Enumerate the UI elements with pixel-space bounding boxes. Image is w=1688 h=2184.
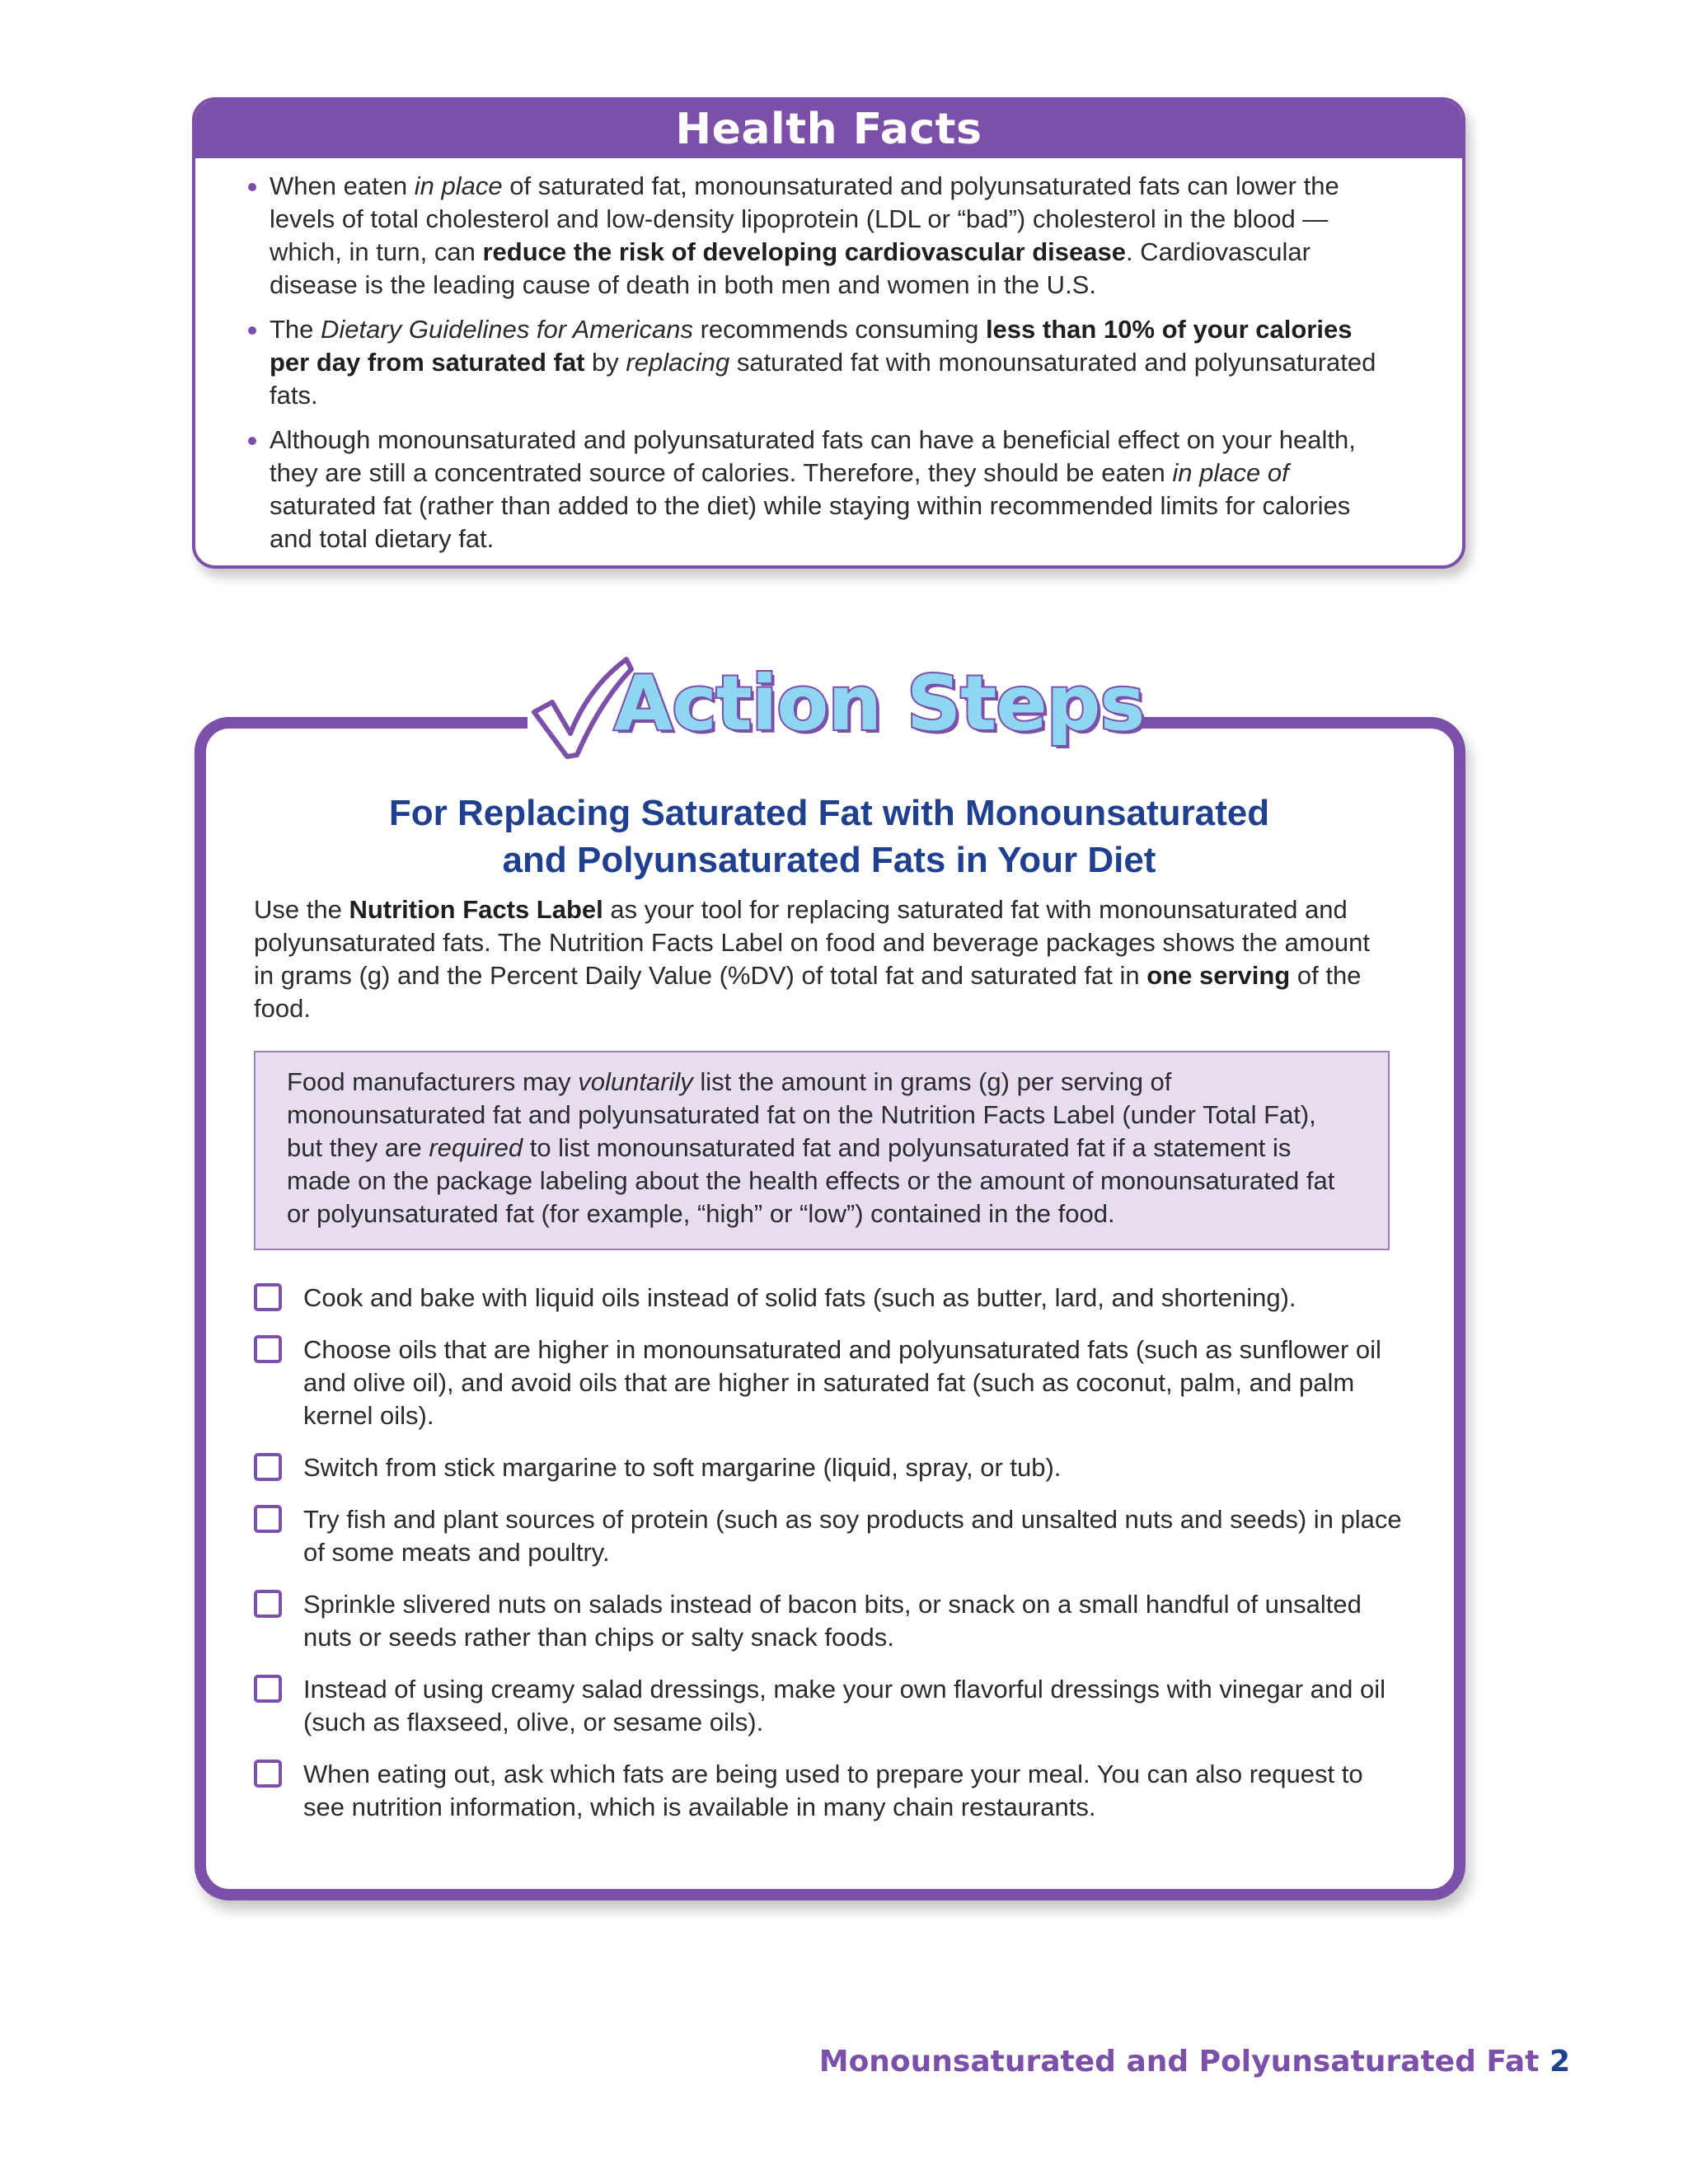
action-steps-content — [254, 790, 1416, 1025]
italic-text: in place — [414, 171, 503, 200]
bold-text: reduce the risk of developing cardiovascular disease — [482, 237, 1126, 266]
page-footer — [819, 2044, 1570, 2080]
checklist-item — [254, 1503, 1404, 1569]
italic-text: voluntarily — [578, 1067, 693, 1096]
heading-line-1: For Replacing Saturated Fat with Monounsaturated — [388, 793, 1270, 833]
bold-text: one serving — [1146, 961, 1291, 990]
text: as your tool for replacing saturated fat with monounsaturated and polyunsaturated fats. The Nutrition Facts Label on food and beverage packages shows the amount in grams (g) and the Percent Daily Value (%DV) of total fat and saturated fat in — [254, 895, 1370, 990]
page-number: 2 — [1549, 2045, 1570, 2079]
action-steps-heading — [254, 790, 1416, 883]
checklist-item — [254, 1673, 1404, 1739]
italic-text: Dietary Guidelines for Americans — [321, 315, 693, 344]
checklist-item — [254, 1451, 1404, 1484]
action-steps-title: Action Steps — [614, 659, 1145, 748]
health-fact-2 — [270, 313, 1396, 412]
action-steps-intro — [254, 893, 1391, 1025]
health-facts-list — [195, 158, 1462, 555]
checklist-item-label: Try fish and plant sources of protein (such as soy products and unsalted nuts and seeds) in place of some meats and poultry. — [303, 1505, 1402, 1567]
footer-title: Monounsaturated and Polyunsaturated Fat — [818, 2045, 1540, 2079]
health-fact-1 — [270, 170, 1396, 302]
text: of saturated fat, monounsaturated and polyunsaturated fats can lower the levels of total cholesterol and low-density lipoprotein (LDL or “bad”) cholesterol in the blood — which, in turn, can — [270, 171, 1339, 266]
checklist-item — [254, 1758, 1404, 1824]
checkbox[interactable] — [254, 1590, 282, 1618]
action-steps-banner — [528, 646, 1145, 770]
checklist-item-label: Choose oils that are higher in monounsaturated and polyunsaturated fats (such as sunflower oil and olive oil), and avoid oils that are higher in saturated fat (such as coconut, palm, and palm kernel oils). — [303, 1335, 1381, 1430]
checklist-item — [254, 1333, 1404, 1432]
checklist-item — [254, 1588, 1404, 1654]
checkbox[interactable] — [254, 1760, 282, 1788]
italic-text: in place of — [1172, 458, 1289, 487]
action-steps-checklist — [254, 1282, 1404, 1843]
italic-text: required — [429, 1133, 523, 1162]
text: to list monounsaturated fat and polyunsaturated fat if a statement is made on the package labeling about the health effects or the amount of monounsaturated fat or polyunsaturated fat (for example, “high” or “low”) contained in the food. — [287, 1133, 1335, 1228]
text: of the food. — [254, 961, 1362, 1023]
checklist-item-label: Cook and bake with liquid oils instead of solid fats (such as butter, lard, and shortening). — [303, 1283, 1296, 1312]
checklist-item-label: Switch from stick margarine to soft margarine (liquid, spray, or tub). — [303, 1453, 1062, 1482]
text: by — [584, 348, 626, 377]
checkbox[interactable] — [254, 1283, 282, 1311]
italic-text: replacing — [626, 348, 730, 377]
text: saturated fat with monounsaturated and polyunsaturated fats. — [270, 348, 1376, 410]
text: Food manufacturers may — [287, 1067, 579, 1096]
text: . Cardiovascular disease is the leading cause of death in both men and women in the U.S. — [270, 237, 1311, 299]
bold-text: less than 10% of your calories per day from saturated fat — [270, 315, 1353, 377]
checklist-item — [254, 1282, 1404, 1315]
labeling-note-box — [254, 1051, 1390, 1250]
checkbox[interactable] — [254, 1675, 282, 1703]
text: recommends consuming — [693, 315, 986, 344]
checkbox[interactable] — [254, 1335, 282, 1363]
bold-text: Nutrition Facts Label — [349, 895, 603, 924]
checkbox[interactable] — [254, 1505, 282, 1533]
checkbox[interactable] — [254, 1453, 282, 1481]
text: The — [270, 315, 321, 344]
text: When eaten — [270, 171, 415, 200]
heading-line-2: and Polyunsaturated Fats in Your Diet — [502, 840, 1156, 880]
checklist-item-label: Sprinkle slivered nuts on salads instead of bacon bits, or snack on a small handful of unsalted nuts or seeds rather than chips or salty snack foods. — [303, 1590, 1362, 1652]
health-facts-box — [192, 97, 1465, 569]
text: saturated fat (rather than added to the diet) while staying within recommended limits for calories and total dietary fat. — [270, 491, 1351, 553]
text: list the amount in grams (g) per serving of monounsaturated fat and polyunsaturated fat on the Nutrition Facts Label (under Total Fat), but they are — [287, 1067, 1316, 1162]
checklist-item-label: Instead of using creamy salad dressings, make your own flavorful dressings with vinegar and oil (such as flaxseed, olive, or sesame oils). — [303, 1675, 1386, 1736]
text: Use the — [254, 895, 349, 924]
checklist-item-label: When eating out, ask which fats are being used to prepare your meal. You can also request to see nutrition information, which is available in many chain restaurants. — [303, 1760, 1363, 1821]
text: Although monounsaturated and polyunsaturated fats can have a beneficial effect on your health, they are still a concentrated source of calories. Therefore, they should be eaten — [270, 425, 1356, 487]
health-fact-3 — [270, 424, 1396, 555]
health-facts-title: Health Facts — [195, 101, 1462, 158]
